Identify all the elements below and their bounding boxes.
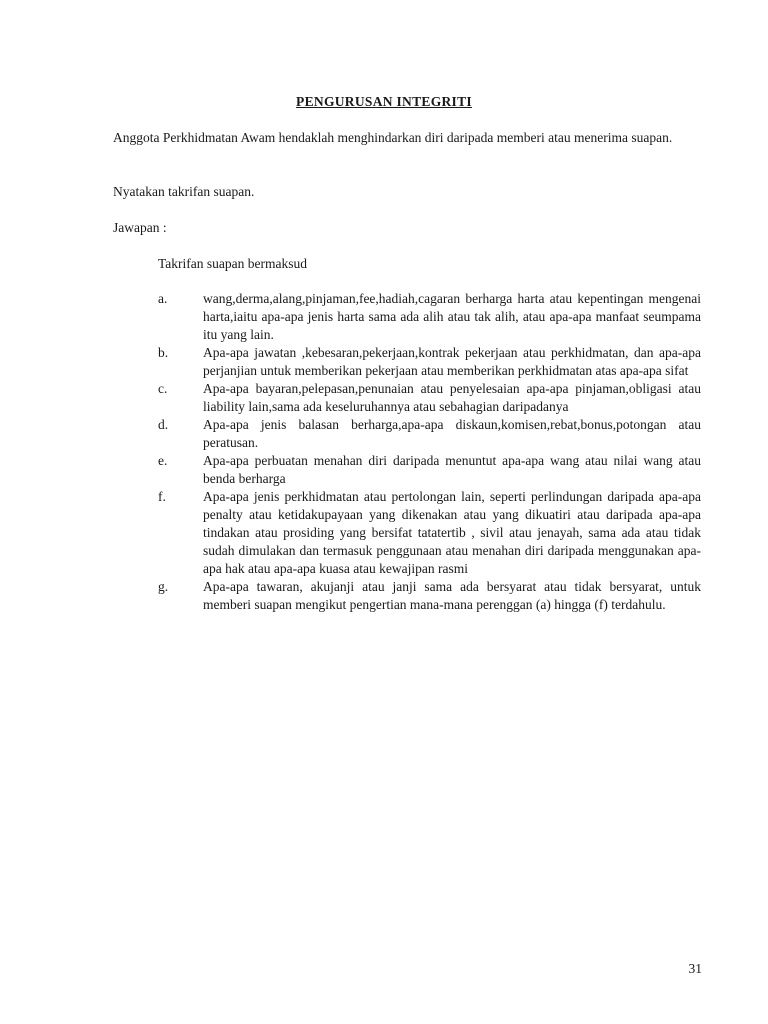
list-item-text: Apa-apa bayaran,pelepasan,penunaian atau penyelesaian apa-apa pinjaman,obligasi atau liability lain,sama ada keseluruhannya atau sebahagian daripadanya (203, 381, 701, 414)
list-marker: c. (158, 381, 168, 396)
list-marker: d. (158, 417, 169, 432)
list-item (158, 452, 701, 488)
list-item (158, 578, 701, 614)
list-item (158, 488, 701, 578)
definition-list (158, 290, 701, 614)
question-paragraph: Nyatakan takrifan suapan. (113, 184, 255, 199)
page-title: PENGURUSAN INTEGRITI (296, 94, 472, 109)
page-number: 31 (688, 961, 702, 976)
list-marker: f. (158, 489, 166, 504)
list-item-text: Apa-apa jawatan ,kebesaran,pekerjaan,kontrak pekerjaan atau perkhidmatan, dan apa-apa perjanjian untuk memberikan pekerjaan atau memberikan perkhidmatan atas apa-apa sifat (203, 345, 701, 378)
list-item (158, 416, 701, 452)
definition-lead: Takrifan suapan bermaksud (158, 256, 308, 271)
list-marker: b. (158, 345, 169, 360)
answer-label: Jawapan : (113, 220, 167, 235)
list-item-text: Apa-apa jenis perkhidmatan atau pertolongan lain, seperti perlindungan daripada apa-apa penalty atau ketidakupayaan yang dikenakan atau yang dikuatiri atau daripada apa-apa tindakan atau prosiding yang bersifat tatatertib , sivil atau jenayah, sama ada atau tidak sudah dimulakan dan termasuk penggunaan atau menahan diri daripada menggunakan apa-apa hak atau apa-apa kuasa atau kewajipan rasmi (203, 489, 701, 576)
list-item (158, 344, 701, 380)
list-item-text: Apa-apa jenis balasan berharga,apa-apa diskaun,komisen,rebat,bonus,potongan atau peratusan. (203, 417, 701, 450)
list-marker: g. (158, 579, 169, 594)
list-item (158, 380, 701, 416)
list-item-text: Apa-apa perbuatan menahan diri daripada menuntut apa-apa wang atau nilai wang atau benda berharga (203, 453, 701, 486)
intro-paragraph: Anggota Perkhidmatan Awam hendaklah menghindarkan diri daripada memberi atau menerima suapan. (113, 130, 673, 145)
list-marker: a. (158, 291, 168, 306)
list-item-text: wang,derma,alang,pinjaman,fee,hadiah,cagaran berharga harta atau kepentingan mengenai harta,iaitu apa-apa jenis harta sama ada alih atau tak alih, atau apa-apa manfaat seumpama itu yang lain. (203, 291, 701, 342)
list-item (158, 290, 701, 344)
list-item-text: Apa-apa tawaran, akujanji atau janji sama ada bersyarat atau tidak bersyarat, untuk memberi suapan mengikut pengertian mana-mana perenggan (a) hingga (f) terdahulu. (203, 579, 701, 612)
list-marker: e. (158, 453, 168, 468)
